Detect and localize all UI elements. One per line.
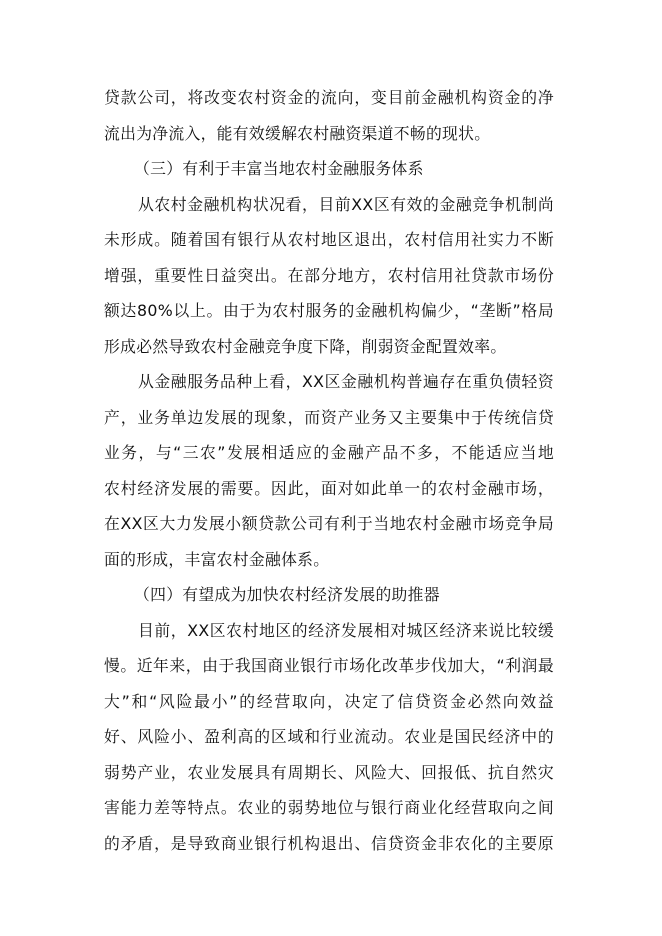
text-line: 大”和“风险最小”的经营取向，决定了信贷资金必然向效益: [104, 691, 554, 711]
text-line: 面的形成，丰富农村金融体系。: [104, 549, 330, 569]
text-line: 从农村金融机构状况看，目前XX区有效的金融竞争机制尚: [138, 194, 554, 214]
section-heading-3: （三）有利于丰富当地农村金融服务体系: [134, 159, 424, 178]
text-line: 的矛盾，是导致商业银行机构退出、信贷资金非农化的主要原: [104, 833, 554, 853]
text-line: 增强，重要性日益突出。在部分地方，农村信用社贷款市场份: [104, 265, 554, 285]
text-line: 害能力差等特点。农业的弱势地位与银行商业化经营取向之间: [104, 798, 554, 817]
text-line: 形成必然导致农村金融竞争度下降，削弱资金配置效率。: [104, 336, 507, 356]
text-line: 额达80%以上。由于为农村服务的金融机构偏少，“垄断”格局: [104, 301, 554, 320]
text-line: 产，业务单边发展的现象，而资产业务又主要集中于传统信贷: [104, 407, 554, 427]
text-line: 贷款公司，将改变农村资金的流向，变目前金融机构资金的净: [104, 88, 554, 107]
text-line: 慢。近年来，由于我国商业银行市场化改革步伐加大，“利润最: [104, 656, 554, 675]
paragraph-2: [104, 187, 554, 365]
text-line: 目前，XX区农村地区的经济发展相对城区经济来说比较缓: [138, 620, 554, 640]
paragraph-1: [104, 80, 554, 151]
text-line: 农村经济发展的需要。因此，面对如此单一的农村金融市场，: [104, 478, 554, 498]
text-line: 弱势产业，农业发展具有周期长、风险大、回报低、抗自然灾: [104, 762, 554, 782]
section-heading-4: （四）有望成为加快农村经济发展的助推器: [134, 585, 440, 604]
text-line: 在XX区大力发展小额贷款公司有利于当地农村金融市场竞争局: [104, 514, 554, 533]
text-line: 未形成。随着国有银行从农村地区退出，农村信用社实力不断: [104, 230, 554, 249]
text-line: 好、风险小、盈利高的区域和行业流动。农业是国民经济中的: [104, 727, 554, 746]
paragraph-4: [104, 613, 554, 862]
document-body: [104, 80, 554, 861]
paragraph-3: [104, 364, 554, 577]
text-line: 业务，与“三农”发展相适应的金融产品不多，不能适应当地: [104, 443, 554, 462]
text-line: 从金融服务品种上看，XX区金融机构普遍存在重负债轻资: [138, 372, 554, 391]
text-line: 流出为净流入，能有效缓解农村融资渠道不畅的现状。: [104, 123, 491, 143]
